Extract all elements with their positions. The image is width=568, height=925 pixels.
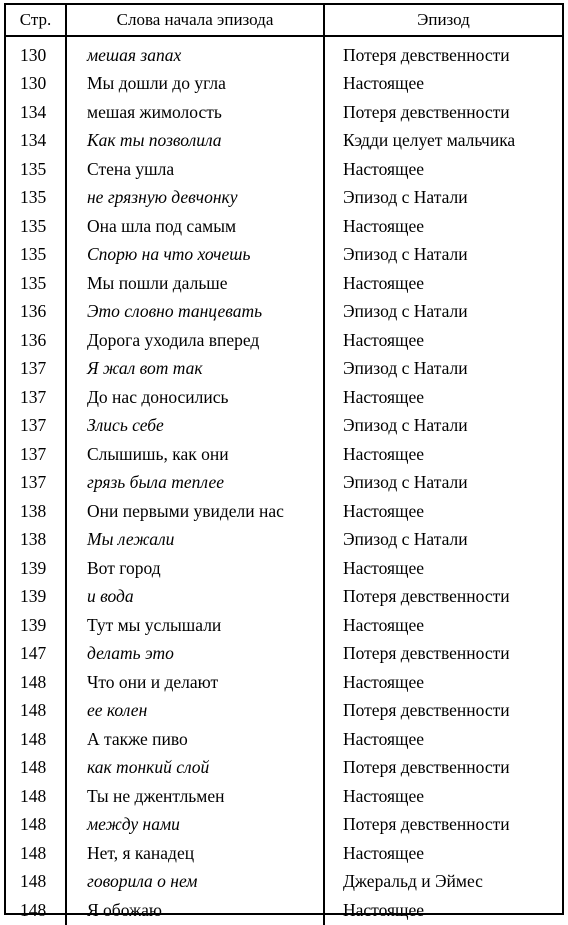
table-row bbox=[6, 241, 562, 270]
cell-words: между нами bbox=[66, 811, 324, 840]
cell-episode: Потеря девственности bbox=[324, 640, 562, 669]
cell-words: делать это bbox=[66, 640, 324, 669]
cell-words: мешая жимолость bbox=[66, 98, 324, 127]
cell-page: 139 bbox=[20, 614, 47, 635]
cell-words: А также пиво bbox=[66, 725, 324, 754]
cell-episode: Настоящее bbox=[324, 326, 562, 355]
cell-words: говорила о нем bbox=[66, 868, 324, 897]
cell-episode: Настоящее bbox=[324, 896, 562, 925]
cell-page: 147 bbox=[20, 643, 47, 664]
cell-page: 137 bbox=[20, 443, 47, 464]
table-row bbox=[6, 839, 562, 868]
table-row bbox=[6, 383, 562, 412]
episode-table-frame bbox=[4, 3, 564, 920]
cell-page: 148 bbox=[20, 871, 47, 892]
table-row bbox=[6, 469, 562, 498]
table-row bbox=[6, 896, 562, 925]
table-row bbox=[6, 526, 562, 555]
cell-words: Нет, я канадец bbox=[66, 839, 324, 868]
cell-page: 130 bbox=[20, 73, 47, 94]
cell-page: 137 bbox=[20, 386, 47, 407]
cell-episode: Эпизод с Натали bbox=[324, 355, 562, 384]
cell-episode: Настоящее bbox=[324, 212, 562, 241]
cell-page: 148 bbox=[20, 814, 47, 835]
header-page: Стр. bbox=[6, 5, 66, 36]
cell-episode: Настоящее bbox=[324, 155, 562, 184]
cell-page: 148 bbox=[20, 700, 47, 721]
table-row bbox=[6, 868, 562, 897]
cell-episode: Настоящее bbox=[324, 440, 562, 469]
table-row bbox=[6, 298, 562, 327]
cell-episode: Потеря девственности bbox=[324, 697, 562, 726]
cell-words: Как ты позволила bbox=[66, 127, 324, 156]
table-row bbox=[6, 754, 562, 783]
cell-page: 134 bbox=[20, 101, 47, 122]
cell-words: грязь была теплее bbox=[66, 469, 324, 498]
cell-episode: Кэдди целует мальчика bbox=[324, 127, 562, 156]
table-row bbox=[6, 184, 562, 213]
cell-episode: Настоящее bbox=[324, 70, 562, 99]
cell-words: Стена ушла bbox=[66, 155, 324, 184]
cell-episode: Потеря девственности bbox=[324, 811, 562, 840]
cell-page: 135 bbox=[20, 272, 47, 293]
cell-episode: Эпизод с Натали bbox=[324, 298, 562, 327]
cell-words: Я жал вот так bbox=[66, 355, 324, 384]
table-row bbox=[6, 412, 562, 441]
table-body bbox=[6, 36, 562, 925]
cell-episode: Потеря девственности bbox=[324, 36, 562, 70]
cell-page: 137 bbox=[20, 415, 47, 436]
cell-words: Вот город bbox=[66, 554, 324, 583]
cell-words: Мы пошли дальше bbox=[66, 269, 324, 298]
cell-words: Слышишь, как они bbox=[66, 440, 324, 469]
cell-episode: Настоящее bbox=[324, 668, 562, 697]
cell-page: 139 bbox=[20, 557, 47, 578]
table-row bbox=[6, 355, 562, 384]
cell-words: Спорю на что хочешь bbox=[66, 241, 324, 270]
header-words: Слова начала эпизода bbox=[66, 5, 324, 36]
cell-words: Ты не джентльмен bbox=[66, 782, 324, 811]
table-row bbox=[6, 70, 562, 99]
cell-words: мешая запах bbox=[66, 36, 324, 70]
table-row bbox=[6, 611, 562, 640]
cell-page: 136 bbox=[20, 329, 47, 350]
cell-episode: Потеря девственности bbox=[324, 754, 562, 783]
table-row bbox=[6, 155, 562, 184]
cell-episode: Настоящее bbox=[324, 383, 562, 412]
cell-words: До нас доносились bbox=[66, 383, 324, 412]
cell-words: Злись себе bbox=[66, 412, 324, 441]
episode-table bbox=[6, 5, 562, 925]
table-row bbox=[6, 326, 562, 355]
table-row bbox=[6, 583, 562, 612]
cell-page: 138 bbox=[20, 500, 47, 521]
cell-page: 148 bbox=[20, 671, 47, 692]
table-row bbox=[6, 127, 562, 156]
table-row bbox=[6, 36, 562, 70]
cell-words: и вода bbox=[66, 583, 324, 612]
cell-page: 135 bbox=[20, 158, 47, 179]
cell-episode: Настоящее bbox=[324, 554, 562, 583]
cell-page: 138 bbox=[20, 529, 47, 550]
cell-words: Они первыми увидели нас bbox=[66, 497, 324, 526]
cell-words: Тут мы услышали bbox=[66, 611, 324, 640]
table-row bbox=[6, 554, 562, 583]
cell-words: Дорога уходила вперед bbox=[66, 326, 324, 355]
table-row bbox=[6, 497, 562, 526]
cell-episode: Эпизод с Натали bbox=[324, 241, 562, 270]
cell-page: 148 bbox=[20, 728, 47, 749]
cell-episode: Настоящее bbox=[324, 839, 562, 868]
cell-words: Мы дошли до угла bbox=[66, 70, 324, 99]
cell-page: 137 bbox=[20, 358, 47, 379]
cell-episode: Потеря девственности bbox=[324, 98, 562, 127]
table-row bbox=[6, 782, 562, 811]
cell-episode: Эпизод с Натали bbox=[324, 526, 562, 555]
cell-episode: Настоящее bbox=[324, 782, 562, 811]
cell-page: 148 bbox=[20, 757, 47, 778]
cell-words: не грязную девчонку bbox=[66, 184, 324, 213]
table-row bbox=[6, 725, 562, 754]
cell-page: 139 bbox=[20, 586, 47, 607]
cell-page: 148 bbox=[20, 842, 47, 863]
cell-page: 135 bbox=[20, 187, 47, 208]
table-row bbox=[6, 640, 562, 669]
cell-words: ее колен bbox=[66, 697, 324, 726]
table-row bbox=[6, 697, 562, 726]
cell-episode: Настоящее bbox=[324, 269, 562, 298]
cell-episode: Эпизод с Натали bbox=[324, 412, 562, 441]
cell-episode: Потеря девственности bbox=[324, 583, 562, 612]
cell-page: 135 bbox=[20, 244, 47, 265]
table-row bbox=[6, 98, 562, 127]
table-row bbox=[6, 212, 562, 241]
cell-page: 135 bbox=[20, 215, 47, 236]
header-row bbox=[6, 5, 562, 36]
cell-words: как тонкий слой bbox=[66, 754, 324, 783]
cell-episode: Настоящее bbox=[324, 497, 562, 526]
cell-page: 134 bbox=[20, 130, 47, 151]
cell-words: Я обожаю bbox=[66, 896, 324, 925]
table-row bbox=[6, 811, 562, 840]
cell-episode: Джеральд и Эймес bbox=[324, 868, 562, 897]
table-header bbox=[6, 5, 562, 36]
cell-words: Это словно танцевать bbox=[66, 298, 324, 327]
header-episode: Эпизод bbox=[324, 5, 562, 36]
table-row bbox=[6, 440, 562, 469]
cell-page: 137 bbox=[20, 472, 47, 493]
cell-episode: Настоящее bbox=[324, 611, 562, 640]
table-row bbox=[6, 269, 562, 298]
cell-episode: Эпизод с Натали bbox=[324, 469, 562, 498]
cell-page: 130 bbox=[20, 44, 47, 65]
cell-words: Что они и делают bbox=[66, 668, 324, 697]
cell-page: 148 bbox=[20, 899, 47, 920]
cell-page: 136 bbox=[20, 301, 47, 322]
cell-episode: Эпизод с Натали bbox=[324, 184, 562, 213]
cell-page: 148 bbox=[20, 785, 47, 806]
table-row bbox=[6, 668, 562, 697]
cell-words: Мы лежали bbox=[66, 526, 324, 555]
cell-words: Она шла под самым bbox=[66, 212, 324, 241]
cell-episode: Настоящее bbox=[324, 725, 562, 754]
